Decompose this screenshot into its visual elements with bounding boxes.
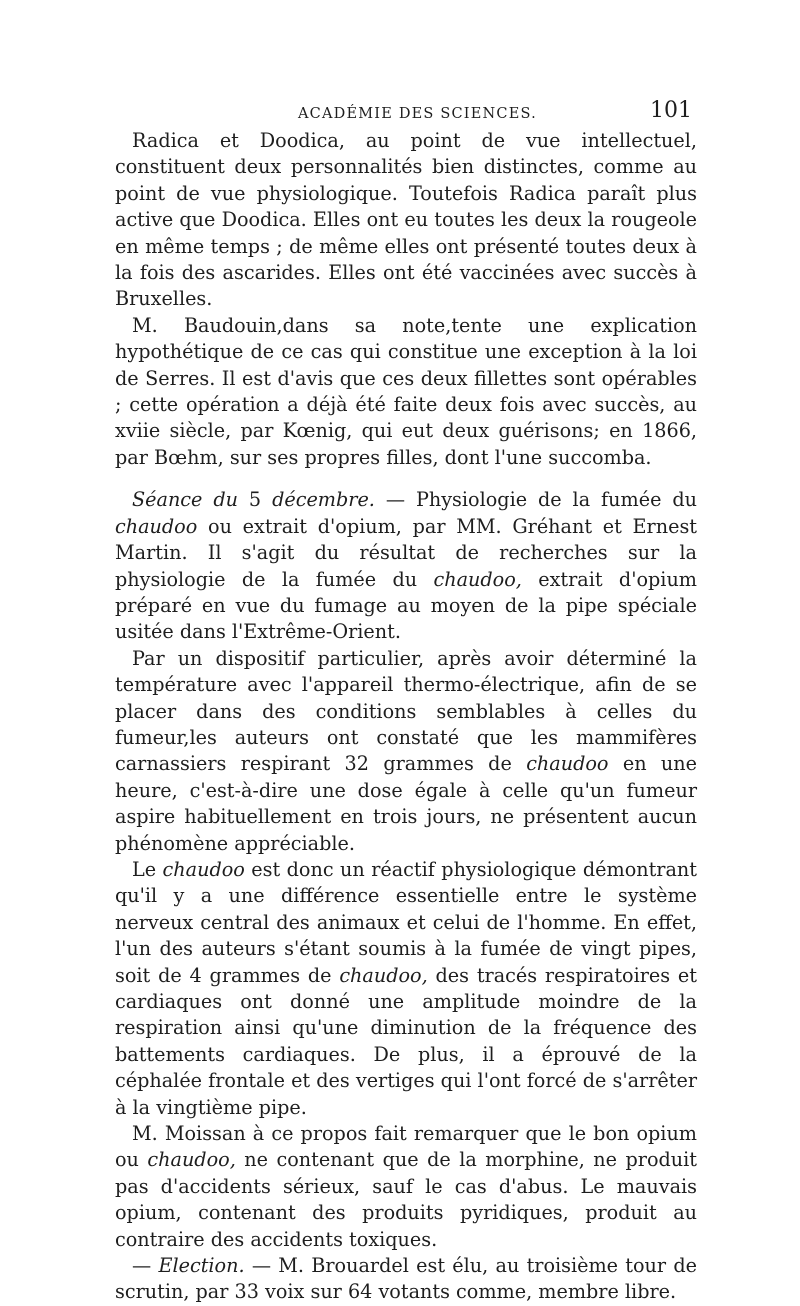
running-title: ACADÉMIE DES SCIENCES. [298, 106, 537, 122]
italic-term: chaudoo, [147, 1148, 236, 1172]
italic-term: chaudoo, [433, 567, 522, 591]
paragraph-text: M. Moissan à ce propos fait remarquer que le bon opium ou [115, 1122, 697, 1172]
running-head [112, 98, 692, 128]
paragraph-text: — [132, 1254, 159, 1278]
page-number: 101 [650, 98, 692, 123]
italic-term: Election. [158, 1254, 245, 1278]
paragraph-experiment [115, 646, 697, 857]
seance-day: 5 [248, 488, 262, 512]
italic-term: chaudoo [162, 857, 245, 881]
seance-month: décembre. [272, 488, 375, 512]
paragraph-text: Radica et Doodica, au point de vue intellectuel, constituent deux personnalités bien distinctes, comme au point de vue physiologique. Toutefois Radica paraît plus active que Doodica. Elles ont eu toutes les deux la rougeole en même temps ; de même elles ont présenté toutes deux à la fois des ascarides. Elles ont été vaccinées avec succès à Bruxelles. [115, 129, 697, 311]
paragraph-twins-description [115, 128, 697, 313]
paragraph-seance-header [115, 487, 697, 645]
seance-label: Séance du [132, 488, 238, 512]
paragraph-text: Le [132, 857, 163, 881]
paragraph-text: des tracés respiratoires et cardiaques ont donné une amplitude moindre de la respiration ainsi qu'une diminution de la fréquence des battements cardiaques. De plus, il a éprouvé de la céphalée frontale et des vertiges qui l'ont forcé de s'arrêter à la vingtième pipe. [115, 963, 697, 1119]
italic-term: chaudoo [526, 752, 609, 776]
paragraph-text: ou extrait d'opium, par MM. Gréhant et Ernest Martin. Il s'agit du résultat de recherches sur la physiologie de la fumée du [115, 514, 697, 591]
paragraph-text: Par un dispositif particulier, après avoir déterminé la température avec l'appareil thermo-électrique, afin de se placer dans des conditions semblables à celles du fumeur,les auteurs ont constaté que les mammifères carnassiers respirant 32 grammes de [115, 646, 697, 776]
paragraph-election [115, 1253, 697, 1306]
paragraph-text: en une heure, c'est-à-dire une dose égale à celle qu'un fumeur aspire habituellement en trois jours, ne présentent aucun phénomène appréciable. [115, 752, 697, 855]
paragraph-text: — Physiologie de la fumée du [374, 488, 697, 512]
paragraph-text: — M. Brouardel est élu, au troisième tour de scrutin, par 33 voix sur 64 votants comme, membre libre. [115, 1254, 697, 1304]
paragraph-text: est donc un réactif physiologique démontrant qu'il y a une différence essentielle entre le système nerveux central des animaux et celui de l'homme. En effet, l'un des auteurs s'étant soumis à la fumée de vingt pipes, soit de 4 grammes de [115, 857, 697, 987]
paragraph-text: ne contenant que de la morphine, ne produit pas d'accidents sérieux, sauf le cas d'abus. Le mauvais opium, contenant des produits pyridiques, produit au contraire des accidents toxiques. [115, 1148, 697, 1251]
italic-term: chaudoo [115, 514, 198, 538]
paragraph-baudouin-note [115, 313, 697, 471]
italic-term: chaudoo, [339, 963, 428, 987]
paragraph-moissan [115, 1121, 697, 1253]
paragraph-text: extrait d'opium préparé en vue du fumage au moyen de la pipe spéciale usitée dans l'Extrême-Orient. [115, 567, 697, 644]
body-text [115, 128, 697, 1306]
paragraph-conclusion [115, 857, 697, 1121]
paragraph-text: M. Baudouin,dans sa note,tente une explication hypothétique de ce cas qui constitue une exception à la loi de Serres. Il est d'avis que ces deux fillettes sont opérables ; cette opération a déjà été faite deux fois avec succès, au xviie siècle, par Kœnig, qui eut deux guérisons; en 1866, par Bœhm, sur ses propres filles, dont l'une succomba. [115, 313, 697, 469]
